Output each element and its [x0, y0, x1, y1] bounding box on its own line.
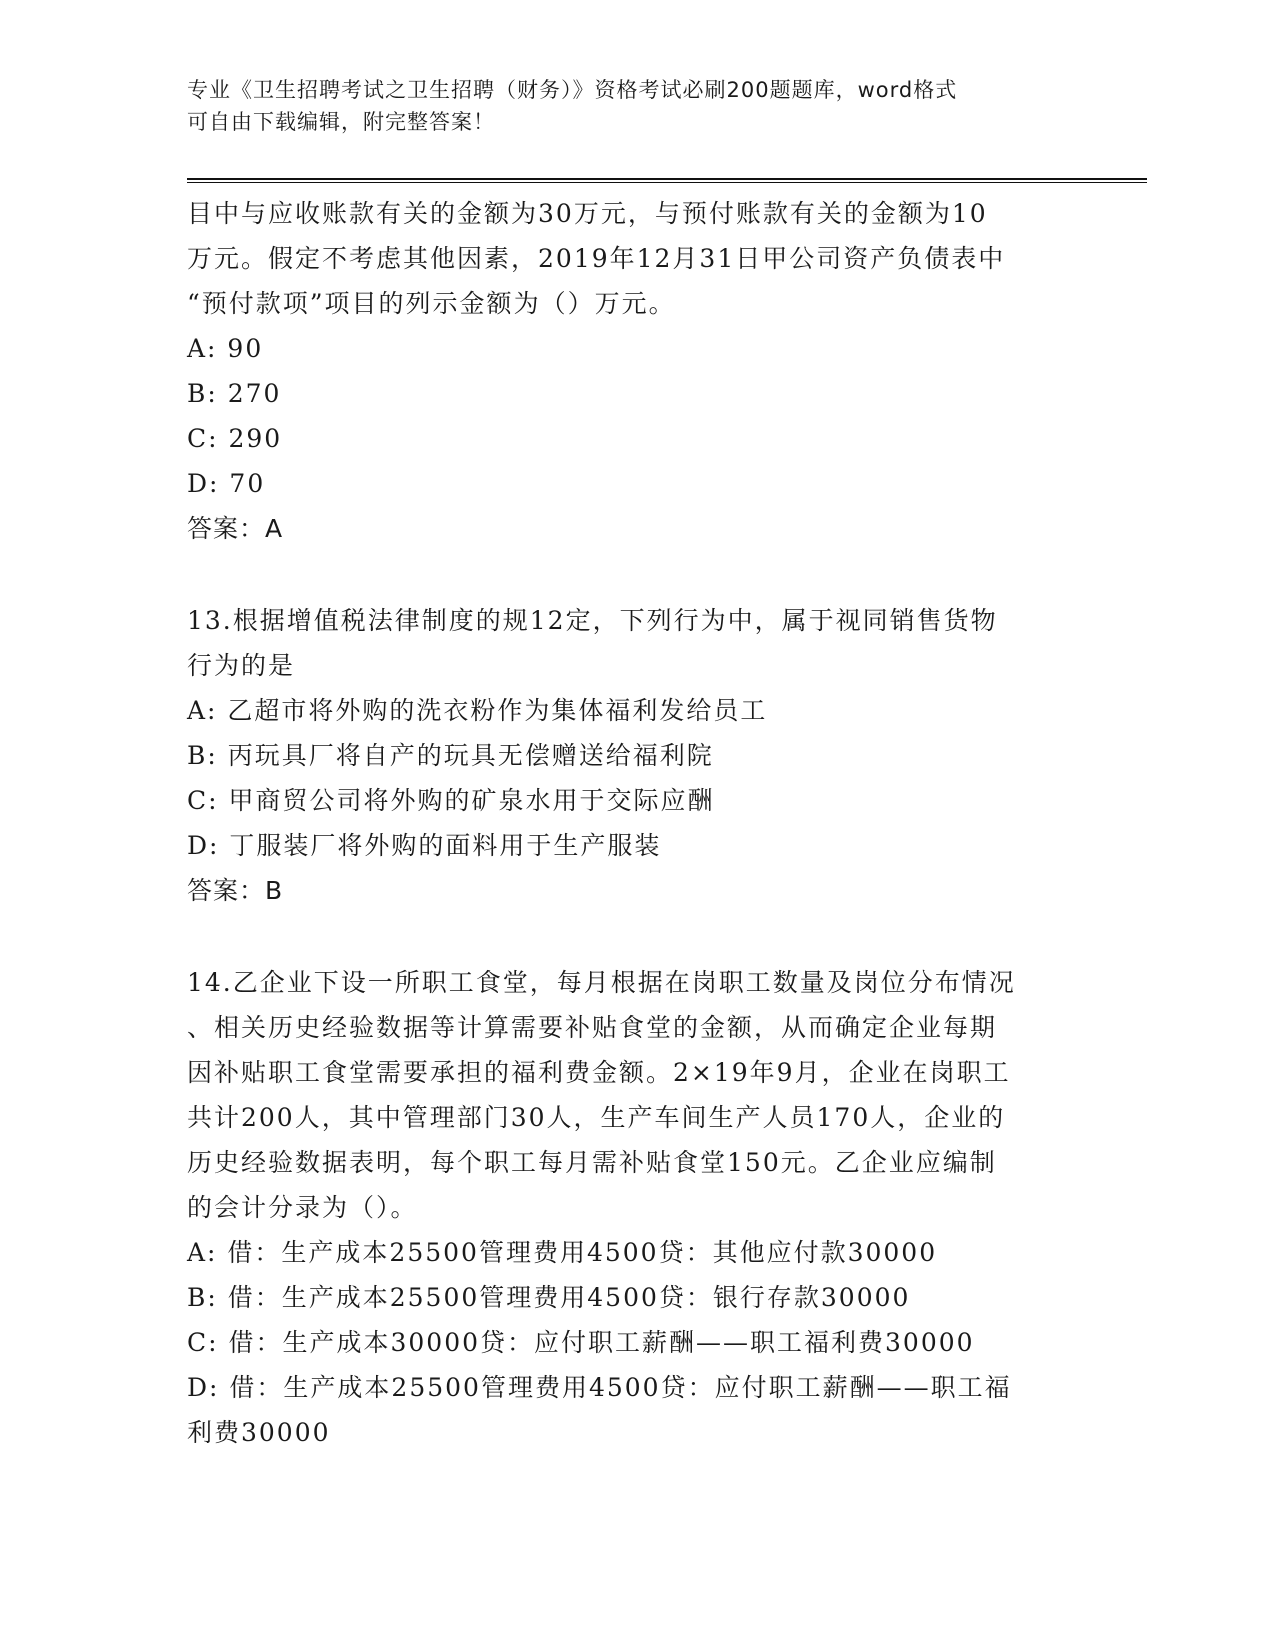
question-stem-line: 、相关历史经验数据等计算需要补贴食堂的金额，从而确定企业每期: [187, 1013, 998, 1042]
option-a: A: 借：生产成本25500管理费用4500贷：其他应付款30000: [187, 1238, 938, 1267]
header-line-2: 可自由下载编辑，附完整答案！: [187, 110, 495, 134]
spacer: [187, 551, 1087, 598]
option-d: D: 70: [187, 469, 266, 498]
option-d: D: 丁服装厂将外购的面料用于生产服装: [187, 831, 662, 860]
question-stem-line: 历史经验数据表明，每个职工每月需补贴食堂150元。乙企业应编制: [187, 1148, 997, 1177]
question-12: [187, 191, 1087, 551]
document-header: [187, 74, 1067, 138]
question-stem-line: 14.乙企业下设一所职工食堂，每月根据在岗职工数量及岗位分布情况: [187, 968, 1016, 997]
answer-line: 答案：B: [187, 876, 284, 905]
header-divider: [187, 178, 1147, 183]
option-a: A: 乙超市将外购的洗衣粉作为集体福利发给员工: [187, 696, 768, 725]
option-c: C: 290: [187, 424, 283, 453]
header-line-1: 专业《卫生招聘考试之卫生招聘（财务）》资格考试必刷200题题库，word格式: [187, 78, 958, 102]
question-stem-line: “预付款项”项目的列示金额为（）万元。: [187, 289, 676, 318]
question-stem-line: 行为的是: [187, 651, 296, 680]
question-stem-line: 的会计分录为（）。: [187, 1193, 418, 1222]
option-d-continued: 利费30000: [187, 1418, 331, 1447]
question-14: [187, 960, 1087, 1455]
option-b: B: 丙玩具厂将自产的玩具无偿赠送给福利院: [187, 741, 714, 770]
option-c: C: 借：生产成本30000贷：应付职工薪酬——职工福利费30000: [187, 1328, 975, 1357]
question-stem-line: 共计200人，其中管理部门30人，生产车间生产人员170人，企业的: [187, 1103, 1006, 1132]
question-stem-line: 目中与应收账款有关的金额为30万元，与预付账款有关的金额为10: [187, 199, 988, 228]
option-b: B: 借：生产成本25500管理费用4500贷：银行存款30000: [187, 1283, 911, 1312]
question-13: [187, 598, 1087, 913]
option-d: D: 借：生产成本25500管理费用4500贷：应付职工薪酬——职工福: [187, 1373, 1012, 1402]
question-stem-line: 万元。假定不考虑其他因素，2019年12月31日甲公司资产负债表中: [187, 244, 1006, 273]
option-a: A: 90: [187, 334, 264, 363]
option-b: B: 270: [187, 379, 282, 408]
spacer: [187, 913, 1087, 960]
document-body: [187, 191, 1087, 1455]
answer-line: 答案：A: [187, 514, 284, 543]
question-stem-line: 13.根据增值税法律制度的规12定，下列行为中，属于视同销售货物: [187, 606, 998, 635]
question-stem-line: 因补贴职工食堂需要承担的福利费金额。2×19年9月，企业在岗职工: [187, 1058, 1011, 1087]
option-c: C: 甲商贸公司将外购的矿泉水用于交际应酬: [187, 786, 715, 815]
